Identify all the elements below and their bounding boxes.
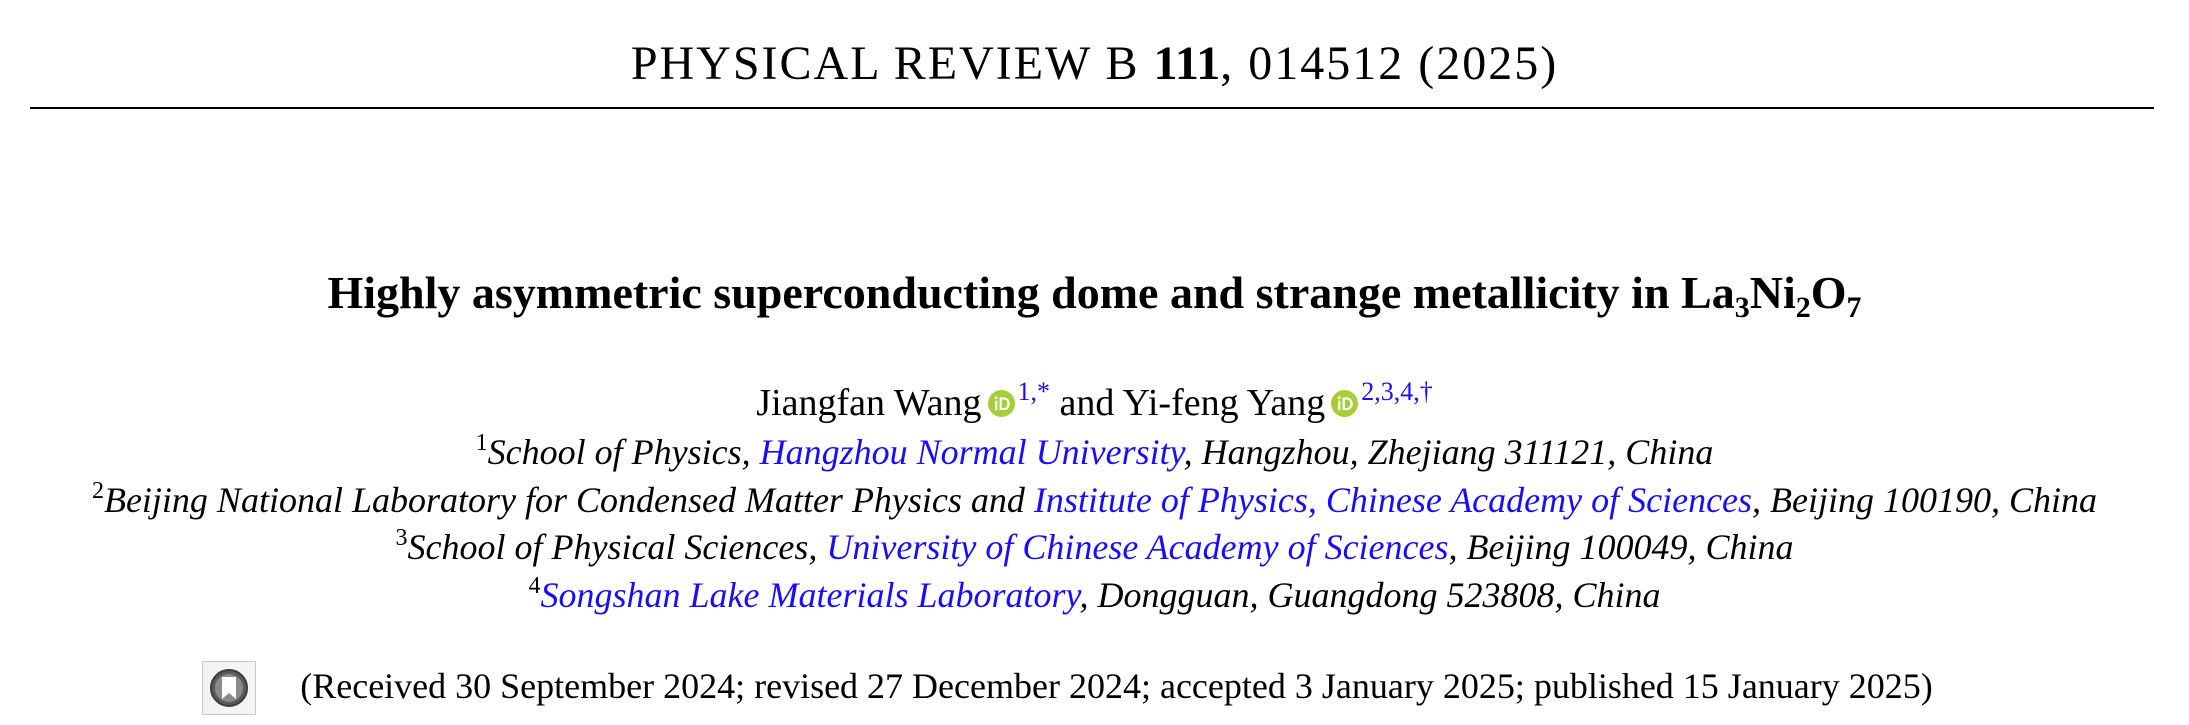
affiliation-text: School of Physics, xyxy=(487,432,760,472)
affiliation-link[interactable]: Institute of Physics, Chinese Academy of Sciences xyxy=(1033,480,1753,520)
affiliation-1 xyxy=(0,430,2189,472)
author-name[interactable]: Yi-feng Yang xyxy=(1122,382,1326,424)
author-conjunction: and xyxy=(1050,382,1123,424)
orcid-icon[interactable] xyxy=(1331,390,1358,417)
title-subscript: 2 xyxy=(1795,291,1811,324)
title-subscript: 3 xyxy=(1734,291,1750,324)
affiliation-text: , Beijing 100190, China xyxy=(1752,480,2098,520)
orcid-icon[interactable] xyxy=(988,390,1015,417)
affiliation-text: , Dongguan, Guangdong 523808, China xyxy=(1079,575,1661,615)
affiliation-4 xyxy=(0,573,2189,615)
affiliation-text: School of Physical Sciences, xyxy=(407,527,827,567)
affiliation-text: , Hangzhou, Zhejiang 311121, China xyxy=(1183,432,1714,472)
author-marks[interactable]: 1,* xyxy=(1017,377,1051,406)
journal-volume: 111 xyxy=(1153,37,1221,90)
affiliation-text: , Beijing 100049, China xyxy=(1448,527,1794,567)
publication-dates xyxy=(0,668,2189,704)
title-text: Highly asymmetric superconducting dome and strange metallicity in La xyxy=(327,267,1735,318)
author-marks[interactable]: 2,3,4,† xyxy=(1361,377,1433,406)
paper-title xyxy=(0,267,2189,324)
title-subscript: 7 xyxy=(1846,291,1862,324)
journal-name: PHYSICAL REVIEW B xyxy=(630,37,1140,90)
affiliation-number: 1 xyxy=(475,430,488,456)
affiliation-number: 2 xyxy=(91,478,104,504)
affiliation-3 xyxy=(0,525,2189,567)
affiliation-link[interactable]: Songshan Lake Materials Laboratory xyxy=(540,575,1080,615)
author-name[interactable]: Jiangfan Wang xyxy=(756,382,982,424)
affiliation-text: Beijing National Laboratory for Condensed Matter Physics and xyxy=(103,480,1034,520)
title-text: Ni xyxy=(1749,267,1796,318)
dates-text: (Received 30 September 2024; revised 27 December 2024; accepted 3 January 2025; published 15 January 2025) xyxy=(300,666,1933,706)
affiliation-2 xyxy=(0,478,2189,520)
journal-year: (2025) xyxy=(1404,37,1559,90)
header-rule xyxy=(30,107,2154,109)
affiliation-number: 3 xyxy=(395,525,408,551)
author-list xyxy=(0,377,2189,424)
affiliation-number: 4 xyxy=(528,573,541,599)
affiliation-link[interactable]: University of Chinese Academy of Sciences xyxy=(826,527,1449,567)
journal-header xyxy=(0,37,2189,90)
affiliation-link[interactable]: Hangzhou Normal University xyxy=(759,432,1184,472)
article-number: , 014512 xyxy=(1220,37,1405,90)
title-text: O xyxy=(1810,267,1847,318)
